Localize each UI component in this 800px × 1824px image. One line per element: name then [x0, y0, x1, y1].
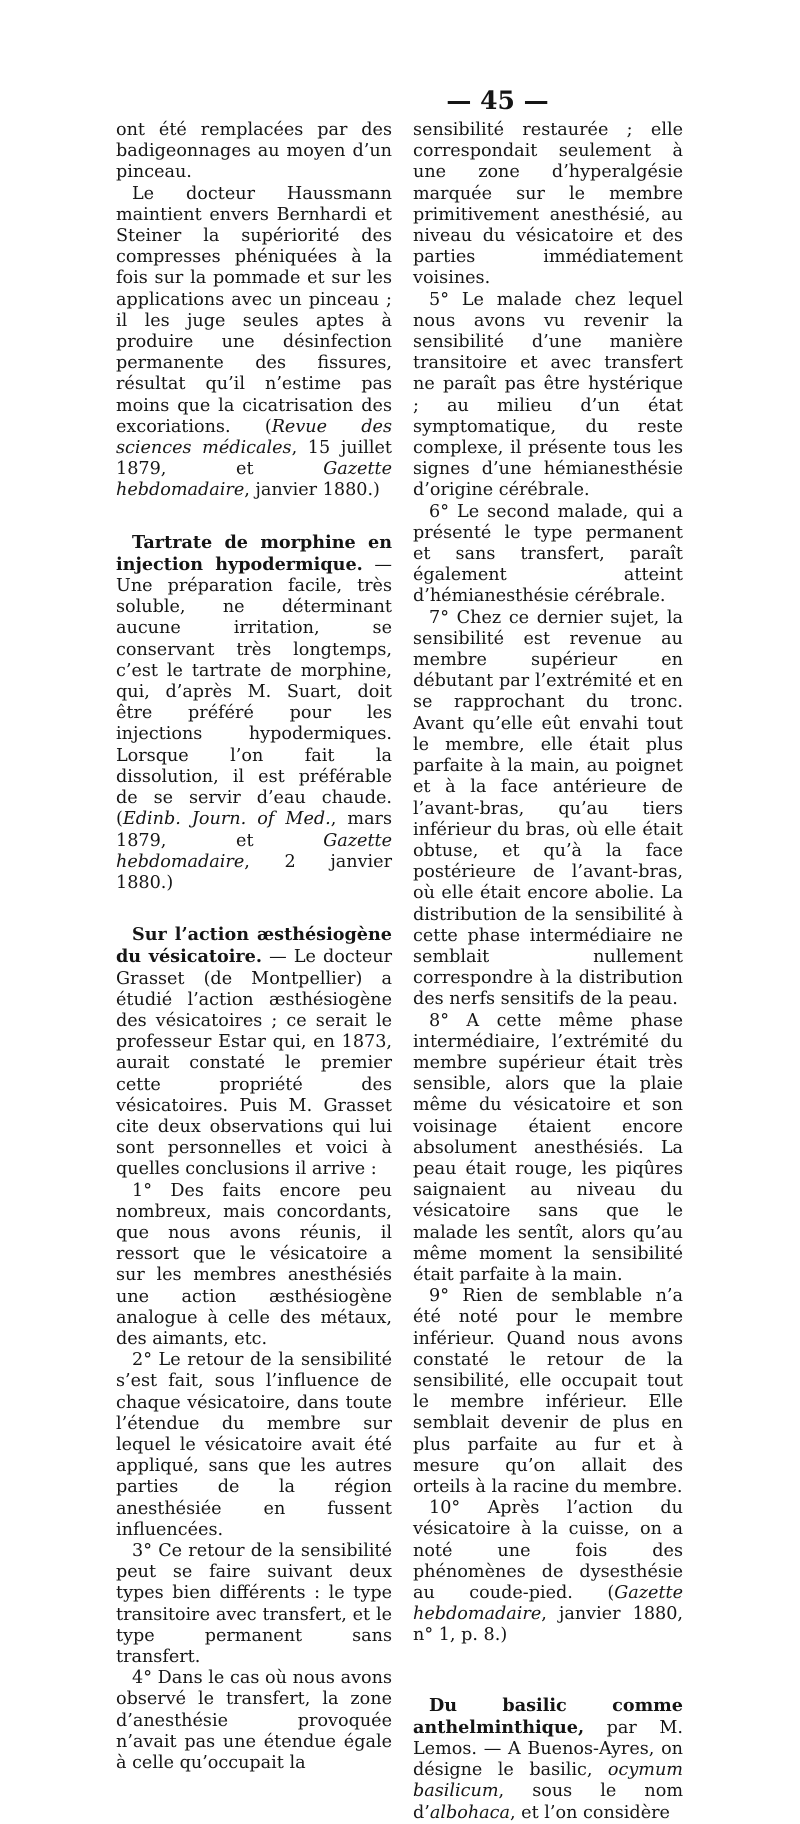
citation-journal: Gazette hebdomadaire [116, 459, 392, 501]
list-item-text: 10° Après l’action du vésicatoire à la cuisse, on a noté une fois des phénomènes de dysesthésie au coude-pied. ( [413, 1498, 683, 1604]
paragraph [116, 184, 392, 502]
page-number: — 45 — [446, 86, 549, 115]
list-item: 1° Des faits encore peu nombreux, mais concordants, que nous avons réunis, il ressort que le vésicatoire a sur les membres anesthésiés une action æsthésiogène analogue à celle des métaux, des aimants, etc. [116, 1180, 392, 1349]
list-item: 7° Chez ce dernier sujet, la sensibilité est revenue au membre supérieur en débutant par l’extrémité et en se rapprochant du tronc. Avant qu’elle eût envahi tout le membre, elle était plus parfaite à la main, au poignet et à la face antérieure de l’avant-bras, qu’au tiers inférieur du bras, où elle était obtuse, et qu’à la face postérieure de l’avant-bras, où elle était encore abolie. La distribution de la sensibilité à cette phase intermédiaire ne semblait nullement correspondre à la distribution des nerfs sensitifs de la peau. [413, 607, 683, 1010]
article-text: — Une préparation facile, très soluble, ne déterminant aucune irritation, se conservant très longtemps, c’est le tartrate de morphine, qui, d’après M. Suart, doit être préféré pour les injections hypodermiques. Lorsque l’on fait la dissolution, il est préférable de se servir d’eau chaude. ( [116, 554, 392, 830]
paragraph-text: ont été remplacées par des badigeonnages au moyen d’un pinceau. [116, 120, 392, 183]
article-title: Du basilic comme anthelminthique, [413, 1694, 683, 1738]
left-column [116, 120, 392, 1774]
list-item: 5° Le malade chez lequel nous avons vu revenir la sensibilité d’une manière transitoire et avec transfert ne paraît pas être hystérique ; au milieu d’un état symptomatique, du reste complexe, il présente tous les signes d’une hémianesthésie d’origine cérébrale. [413, 289, 683, 501]
article-text: , 2 janvier 1880.) [116, 851, 392, 893]
article-basilic [413, 1695, 683, 1824]
citation-journal: Revue des sciences médicales [116, 416, 392, 459]
citation-journal: Gazette hebdomadaire [116, 830, 392, 872]
paragraph: sensibilité restaurée ; elle correspondait seulement à une zone d’hyperalgésie marquée sur le membre primitivement anesthésié, au niveau du vésicatoire et des parties immédiatement voisines. [413, 120, 683, 289]
list-item [413, 1498, 683, 1646]
paragraph-text: , janvier 1880.) [244, 480, 380, 501]
article-vesicatoire [116, 924, 392, 1180]
list-item: 6° Le second malade, qui a présenté le type permanent et sans transfert, paraît également atteint d’hémianesthésie cérébrale. [413, 501, 683, 607]
paragraph-text: , 15 juillet 1879, et [116, 438, 392, 480]
list-item-text: , janvier 1880, n° 1, p. 8.) [413, 1604, 683, 1646]
article-text: , sous le nom d’ [413, 1781, 683, 1823]
list-item: 4° Dans le cas où nous avons observé le transfert, la zone d’anesthésie provoquée n’avait pas une étendue égale à celle qu’occupait la [116, 1668, 392, 1774]
article-title: Sur l’action æsthésiogène du vésicatoire. [116, 924, 392, 968]
article-title: Tartrate de morphine en injection hypodermique. [116, 531, 392, 575]
paragraph-text: Le docteur Haussmann maintient envers Bernhardi et Steiner la supériorité des compresses phéniquées à la fois sur la pommade et sur les applications avec un pinceau ; il les juge seules aptes à produire une désinfection permanente des fissures, résultat qu’il n’estime pas moins que la cicatrisation des excoriations. ( [116, 183, 392, 437]
right-column [413, 120, 683, 1824]
latin-name: ocymum basilicum [413, 1760, 683, 1802]
article-text: par M. Lemos. — A Buenos-Ayres, on désigne le basilic, [413, 1717, 683, 1781]
citation-journal: Gazette hebdomadaire [413, 1583, 683, 1625]
article-morphine [116, 532, 392, 894]
list-item: 8° A cette même phase intermédiaire, l’extrémité du membre supérieur était très sensible, alors que la plaie même du vésicatoire et son voisinage étaient encore absolument anesthésiés. La peau était rouge, les piqûres saignaient au niveau du vésicatoire sans que le malade les sentît, alors qu’au même moment la sensibilité était parfaite à la main. [413, 1010, 683, 1285]
paragraph [116, 120, 392, 184]
article-text: , et l’on considère [510, 1802, 670, 1823]
citation-journal: Edinb. Journ. of Med. [122, 809, 331, 830]
list-item: 9° Rien de semblable n’a été noté pour le membre inférieur. Quand nous avons constaté le retour de la sensibilité, elle occupait tout le membre inférieur. Elle semblait devenir de plus en plus parfaite au fur et à mesure qu’on allait des orteils à la racine du membre. [413, 1286, 683, 1497]
local-name: albohaca [429, 1802, 510, 1823]
list-item: 3° Ce retour de la sensibilité peut se faire suivant deux types bien différents : le type transitoire avec transfert, et le type permanent sans transfert. [116, 1541, 392, 1668]
article-text: — Le docteur Grasset (de Montpellier) a étudié l’action æsthésiogène des vésicatoires ; ce serait le professeur Estar qui, en 1873, aurait constaté le premier cette propriété des vésicatoires. Puis M. Grasset cite deux observations qui lui sont personnelles et voici à quelles conclusions il arrive : [116, 947, 392, 1180]
list-item: 2° Le retour de la sensibilité s’est fait, sous l’influence de chaque vésicatoire, dans toute l’étendue du membre sur lequel le vésicatoire avait été appliqué, sans que les autres parties de la région anesthésiée en fussent influencées. [116, 1350, 392, 1540]
article-text: , mars 1879, et [116, 809, 392, 851]
